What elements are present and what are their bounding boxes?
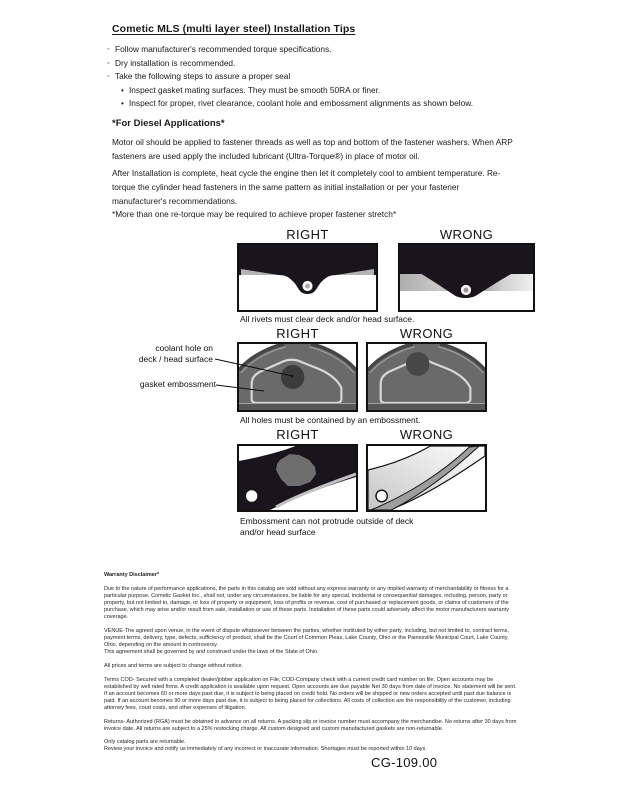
prices-paragraph: All prices and terms are subject to change without notice. [104, 662, 244, 669]
diesel-paragraph-1: Motor oil should be applied to fastener threads as well as top and bottom of the fastener washers. When ARP fasteners are used apply the included lubricant (Ultra-Torque®) in place of motor oil. [112, 137, 513, 161]
returns-paragraph: Returns- Authorized (RGA) must be obtained in advance on all returns. A packing slip or invoice number must accompany the merchandise. No returns after 30 days from invoice date. All returns are subject to a 25% restocking charge. All custom designed and custom manufactured gaskets are non-returnable. [104, 718, 517, 732]
rivet-icon [459, 283, 473, 297]
page-title: Cometic MLS (multi layer steel) Installation Tips [112, 23, 356, 35]
open-bullet-icon: ◦ [107, 46, 110, 53]
wrong-label: WRONG [399, 427, 454, 442]
bullet-item [107, 43, 473, 57]
bolt-hole [246, 490, 257, 502]
row2-caption: All holes must be contained by an embossment. [240, 415, 421, 425]
sub-bullet-item [107, 97, 473, 111]
deck-surface-patch [276, 454, 316, 486]
coolant-hole-label: coolant hole on deck / head surface [138, 343, 213, 364]
row3-caption: Embossment can not protrude outside of deck and/or head surface [240, 516, 414, 537]
sub-bullet-text: Inspect gasket mating surfaces. They must be smooth 50RA or finer. [129, 84, 381, 95]
bullet-item [107, 57, 473, 71]
warranty-paragraph: Due to the nature of performance applications, the parts in this catalog are sold without any express warranty or any implied warranty of merchantability or fitness for a particular purpose. Cometic Gasket Inc., shall not, under any circumstances, be liable for any special, incidental or consequential damages, including, person, party or property, but not limited to, damage, or loss of property or equipment, loss of profits or revenue, cost of purchased or replacement goods, or claims of customers of the purchase, which may arise and/or result from sale, installation or use of these parts. Installation of these parts could adversely affect the motor manufacturers warranty coverage. [104, 586, 509, 621]
wrong-label: WRONG [399, 326, 454, 341]
sub-bullet-text: Inspect for proper, rivet clearance, coolant hole and embossment alignments as shown below. [129, 98, 474, 108]
filled-bullet-icon: • [121, 85, 124, 95]
venue-paragraph: VENUE-The agreed upon venue, in the event of dispute whatsoever between the parties, whether instituted by either party, including, but not limited to, contract terms, payment terms, delivery, type, defects, sufficiency of product, shall be the Court of Common Pleas, Lake County, Ohio or the Painesville Municipal Court, Lake County, Ohio, depending on the amount in controversy. [104, 628, 509, 649]
terms-paragraph: Terms COD- Secured with a completed dealer/jobber application on File, COD-Company check with a current credit card number on file. Open accounts may be established by well rated firms. A credit application is available upon request. Open accounts are due payable Net 30 days from date of invoice. No statement will be sent. If an account becomes 60 or more days past due, it is subject to being placed on credit hold. No orders will be shipped or new orders accepted until past due balance is paid. If an account becomes 90 or more days past due, it is subject to being placed for collections. All costs of collection are the responsibility of the customer, including attorney fees, court costs, and other expenses of litigation. [104, 676, 517, 711]
right-label: RIGHT [286, 227, 329, 242]
coolant-hole [281, 365, 304, 389]
open-bullet-icon: ◦ [107, 73, 110, 80]
coolant-hole-wrong-diagram [366, 342, 487, 412]
bullet-text: Take the following steps to assure a proper seal [115, 71, 291, 81]
governed-paragraph: This agreement shall be governed by and construed under the laws of the State of Ohio. [104, 649, 319, 656]
filled-bullet-icon: • [121, 99, 124, 108]
bullet-text: Follow manufacturer's recommended torque specifications. [115, 44, 332, 54]
bolt-hole [376, 490, 387, 502]
diesel-section-heading: *For Diesel Applications* [112, 118, 225, 129]
warranty-disclaimer [104, 572, 517, 760]
open-bullet-icon: ◦ [107, 59, 110, 67]
embossment-right-diagram [237, 444, 358, 512]
diesel-paragraph-2: After Installation is complete, heat cycle the engine then let it completely cool to ambient temperature. Re-torque the cylinder head fasteners in the same pattern as initial installation or per your fastener manufacturer's recommendations. [112, 168, 501, 206]
tips-list [107, 43, 473, 111]
rivet-clearance-right-diagram [237, 243, 378, 312]
sub-bullet-item [107, 84, 473, 98]
warranty-heading: Warranty Disclaimer* [104, 572, 160, 578]
coolant-hole-right-diagram [237, 342, 358, 412]
embossment-wrong-diagram [366, 444, 487, 512]
coolant-hole [406, 352, 429, 376]
right-label: RIGHT [276, 326, 319, 341]
embossment-outline [381, 360, 471, 403]
review-paragraph: Review your invoice and notify us immediately of any incorrect or inaccurate information. Shortages must be reported within 10 days. [104, 746, 427, 753]
retorque-note: *More than one re-torque may be required to achieve proper fastener stretch* [112, 209, 397, 219]
page-number: CG-109.00 [371, 755, 438, 770]
rivet-clearance-wrong-diagram [398, 243, 535, 312]
returnable-paragraph: Only catalog parts are returnable. [104, 739, 186, 746]
gasket-embossment-label: gasket embossment [139, 379, 216, 389]
bullet-text: Dry installation is recommended. [115, 57, 236, 68]
wrong-label: WRONG [439, 227, 494, 242]
bullet-item [107, 70, 473, 84]
embossment-outline [252, 360, 342, 403]
row1-caption: All rivets must clear deck and/or head surface. [240, 314, 415, 324]
rivet-icon [301, 279, 315, 293]
protruding-embossment [371, 446, 479, 510]
right-label: RIGHT [276, 427, 319, 442]
